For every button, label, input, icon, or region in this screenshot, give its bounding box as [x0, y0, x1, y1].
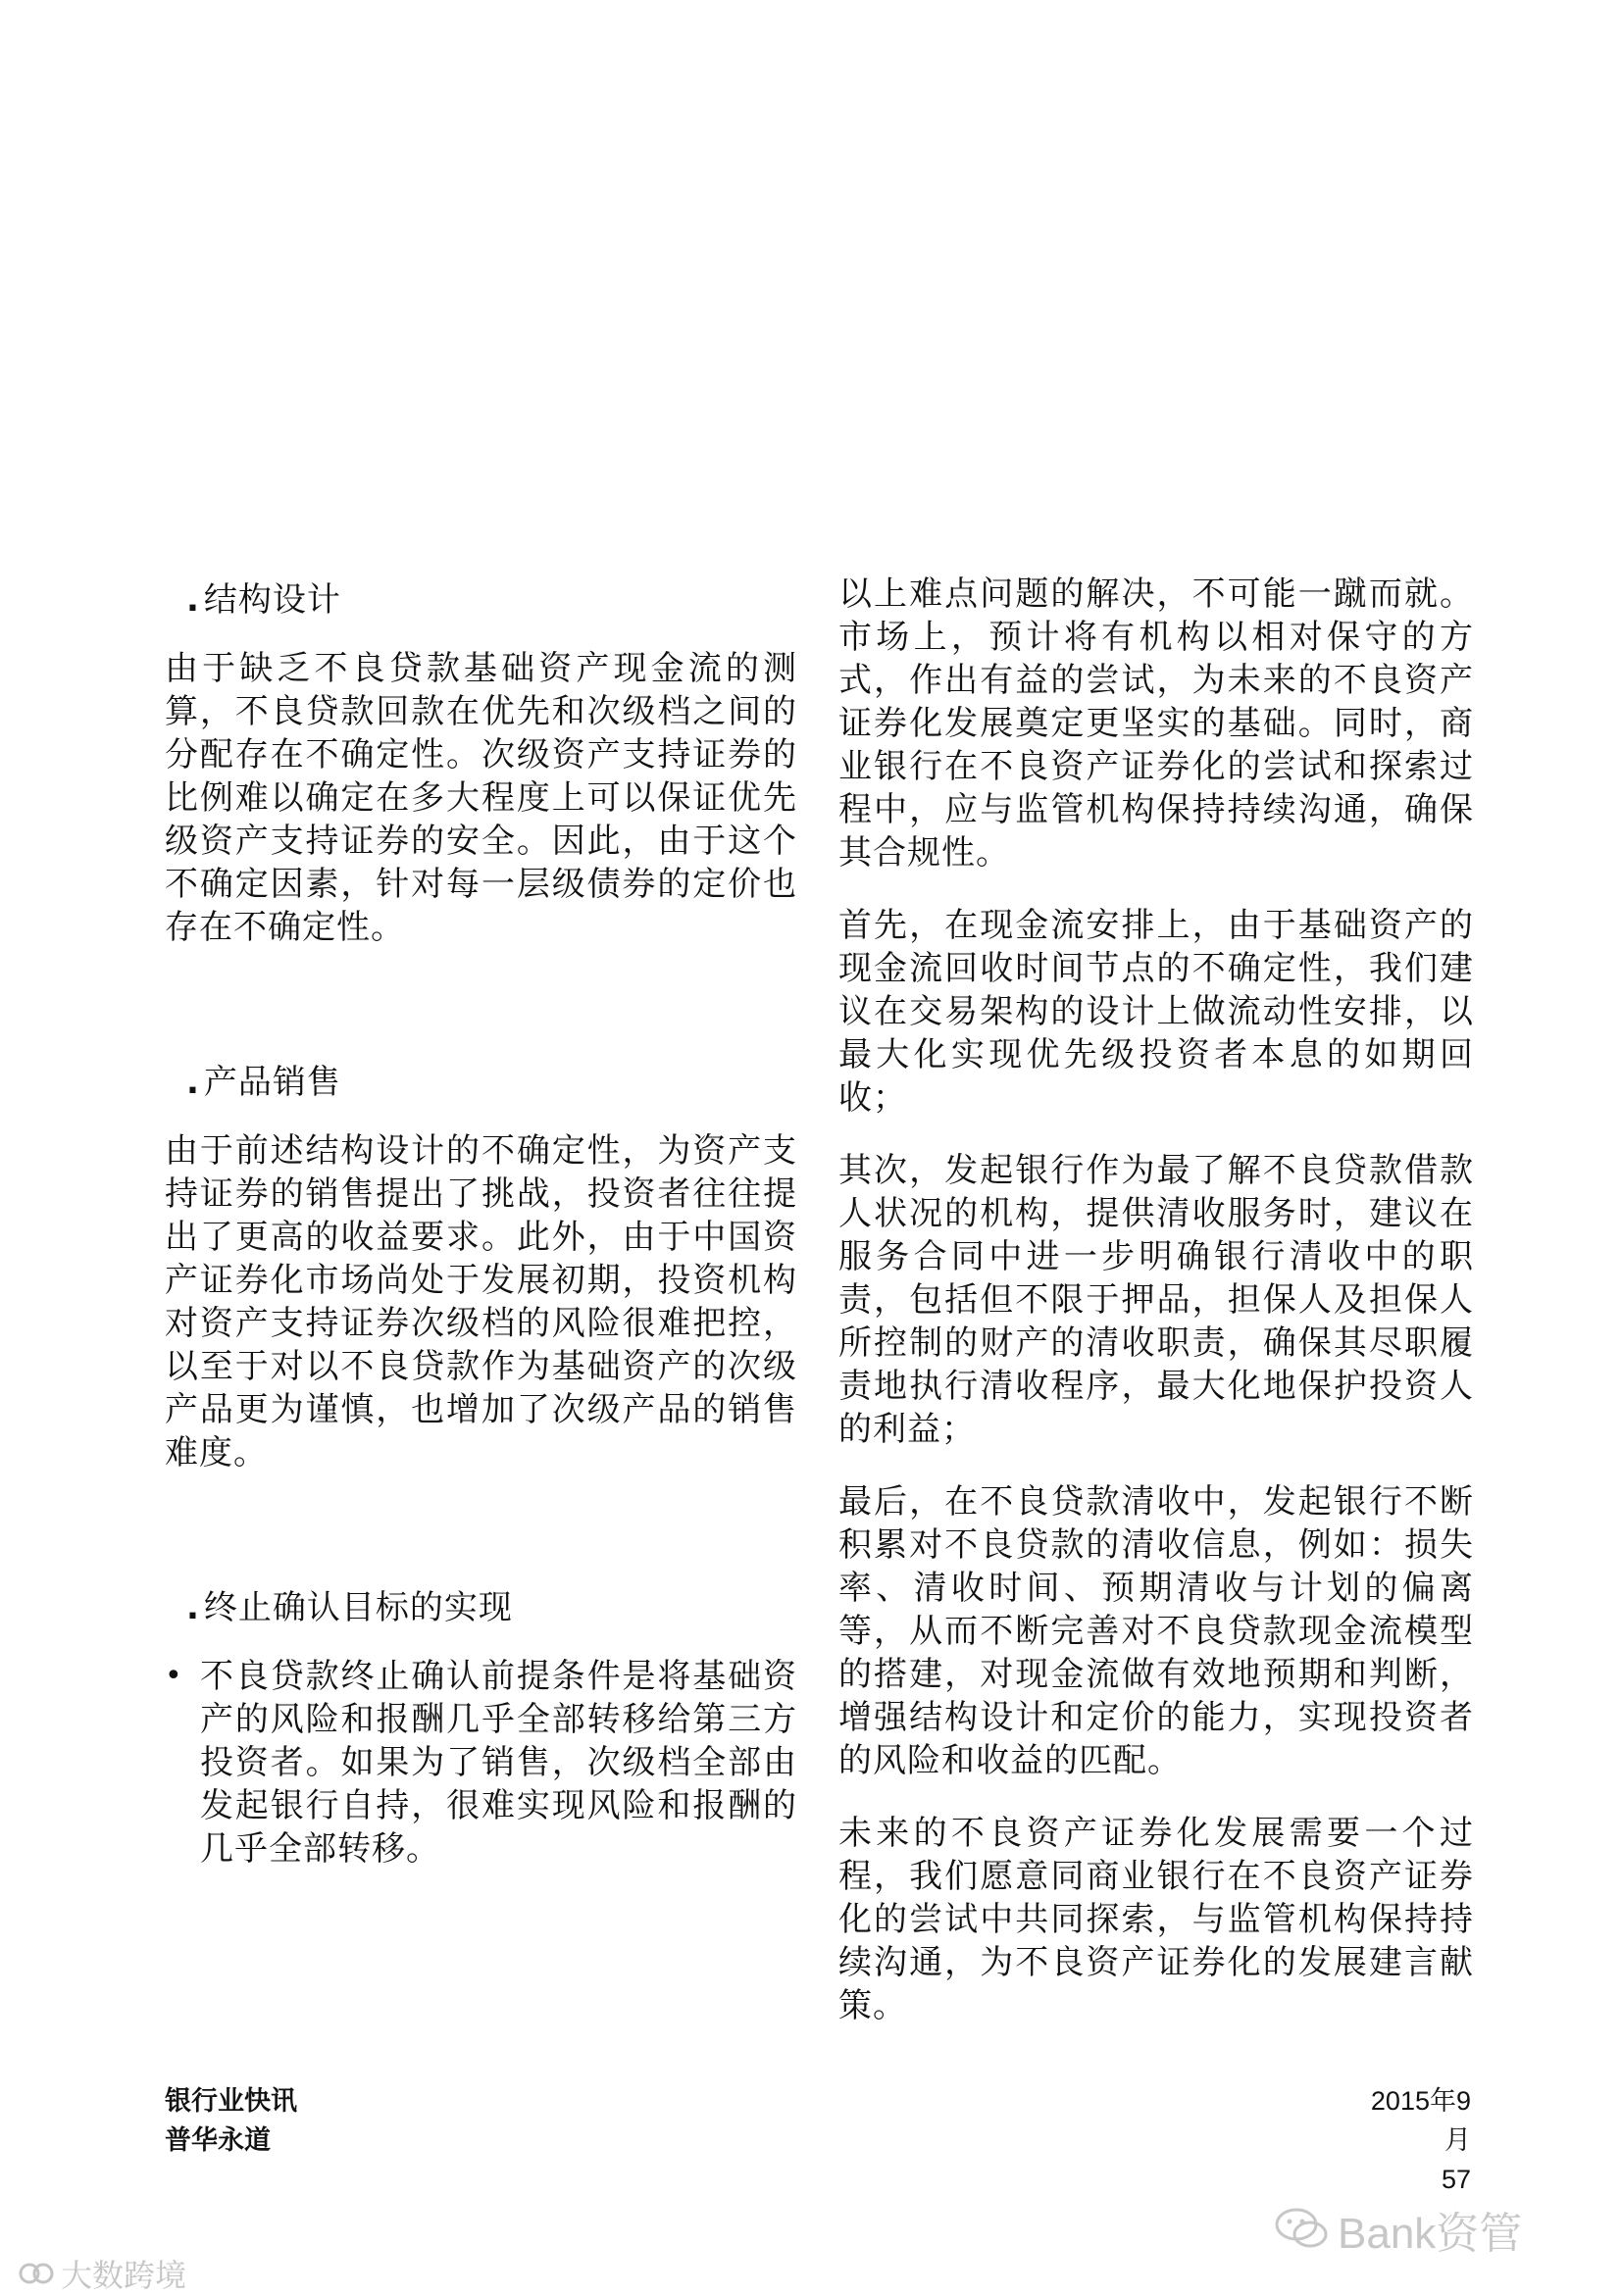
footer-date-page: [1353, 2081, 1471, 2199]
section-paragraph-sales: 由于前述结构设计的不确定性，为资产支持证券的销售提出了挑战，投资者往往提出了更高的收益要求。此外，由于中国资产证券化市场尚处于发展初期，投资机构对资产支持证券次级档的风险很难把控，以至于对以不良贷款作为基础资产的次级产品更为谨慎，也增加了次级产品的销售难度。: [165, 1131, 797, 1472]
right-paragraph-1: 以上难点问题的解决，不可能一蹴而就。市场上，预计将有机构以相对保守的方式，作出有益的尝试，为未来的不良资产证券化发展奠定更坚实的基础。同时，商业银行在不良资产证券化的尝试和探索过程中，应与监管机构保持持续沟通，确保其合规性。: [838, 574, 1474, 873]
right-paragraph-5: 未来的不良资产证券化发展需要一个过程，我们愿意同商业银行在不良资产证券化的尝试中共同探索，与监管机构保持持续沟通，为不良资产证券化的发展建言献策。: [838, 1814, 1474, 2025]
left-column: [165, 578, 797, 1900]
wechat-icon: [1275, 2207, 1330, 2252]
right-paragraph-2: 首先，在现金流安排上，由于基础资产的现金流回收时间节点的不确定性，我们建议在交易架构的设计上做流动性安排，以最大化实现优先级投资者本息的如期回收；: [838, 906, 1474, 1118]
dashu-logo-icon: [18, 2259, 55, 2288]
bullet-dot-icon: •: [165, 1659, 183, 1693]
watermark-bank: Bank资管: [1275, 2198, 1522, 2261]
company-name: 普华永道: [165, 2125, 271, 2155]
section-paragraph-structure: 由于缺乏不良贷款基础资产现金流的测算，不良贷款回款在优先和次级档之间的分配存在不确定性。次级资产支持证券的比例难以确定在多大程度上可以保证优先级资产支持证券的安全。因此，由于这个不确定因素，针对每一层级债券的定价也存在不确定性。: [165, 649, 797, 947]
right-paragraph-3: 其次，发起银行作为最了解不良贷款借款人状况的机构，提供清收服务时，建议在服务合同中进一步明确银行清收中的职责，包括但不限于押品，担保人及担保人所控制的财产的清收职责，确保其尽职履责地执行清收程序，最大化地保护投资人的利益；: [838, 1151, 1474, 1449]
publication-title: 银行业快讯: [165, 2086, 297, 2116]
right-column: [838, 573, 1474, 2057]
page-number: 57: [1441, 2165, 1471, 2194]
watermark-dashu: 大数跨境: [18, 2251, 186, 2296]
section-heading-sales: . 产品销售: [186, 1063, 341, 1102]
publication-date: 2015年9月: [1370, 2086, 1471, 2155]
right-paragraph-4: 最后，在不良贷款清收中，发起银行不断积累对不良贷款的清收信息，例如：损失率、清收时间、预期清收与计划的偏离等，从而不断完善对不良贷款现金流模型的搭建，对现金流做有效地预期和判断，增强结构设计和定价的能力，实现投资者的风险和收益的匹配。: [838, 1482, 1474, 1780]
section-heading-derecognition: . 终止确认目标的实现: [186, 1588, 513, 1627]
bullet-item-derecognition: • 不良贷款终止确认前提条件是将基础资产的风险和报酬几乎全部转移给第三方投资者。如果为了销售，次级档全部由发起银行自持，很难实现风险和报酬的几乎全部转移。: [165, 1657, 797, 1869]
section-heading-structure: . 结构设计: [186, 580, 341, 620]
footer-publication: [165, 2081, 297, 2160]
